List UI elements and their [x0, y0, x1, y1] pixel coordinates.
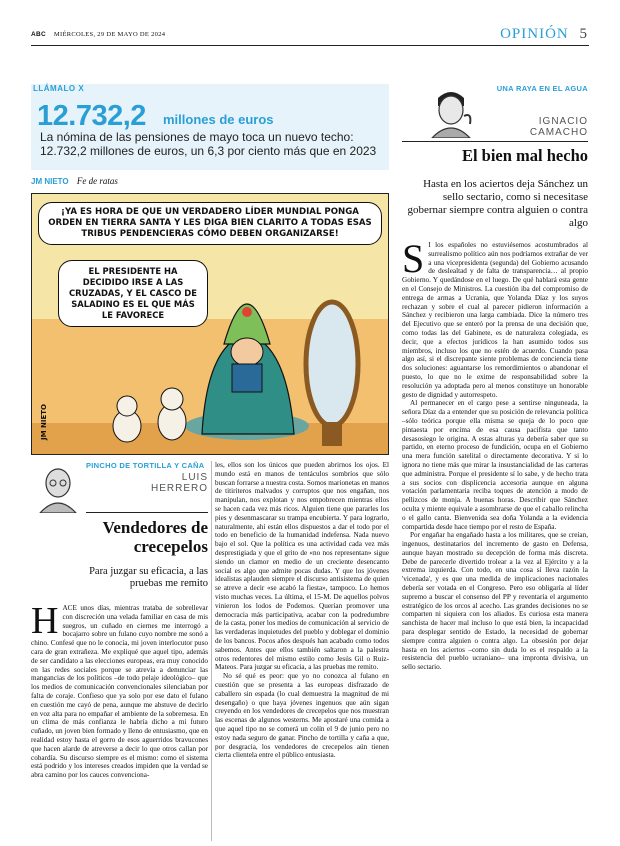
- paragraph: [402, 236, 588, 399]
- speech-bubble-top: ¡YA ES HORA DE QUE UN VERDADERO LÍDER MUNDIAL PONGA ORDEN EN TIERRA SANTA Y LES DIGA BIEN CLARITO A TODAS ESAS TRIBUS PENDENCIERAS CÓMO DEBEN ORGANIZARSE!: [38, 202, 382, 245]
- section-name: OPINIÓN: [500, 26, 569, 42]
- llamada-unit: millones de euros: [163, 112, 274, 127]
- dropcap-left: H: [31, 600, 59, 642]
- cartoon-signature: JM NIETO: [40, 404, 48, 440]
- headline-right: El bien mal hecho: [461, 146, 588, 165]
- subhead-right: Hasta en los aciertos deja Sánchez un sello sectario, como si necesitase gobernar siempre contra alguien o contra algo: [407, 178, 588, 229]
- cartoon-author: JM NIETO: [31, 177, 69, 186]
- author-portrait-herrero: [36, 463, 80, 513]
- cartoon-title: Fe de ratas: [76, 176, 118, 186]
- right-column-rule: [402, 141, 588, 142]
- llamada-text: La nómina de las pensiones de mayo toca un nuevo techo: 12.732,2 millones de euros, un 6,3 por ciento más que en 2023: [40, 130, 377, 158]
- paragraph: [31, 600, 208, 780]
- llamada-box: [31, 84, 389, 170]
- column-kicker-right: UNA RAYA EN EL AGUA: [496, 84, 588, 93]
- llamada-kicker: LLÁMALO X: [33, 84, 85, 93]
- author-first-right: IGNACIO: [538, 116, 588, 127]
- page-number: 5: [579, 26, 588, 42]
- brand-logo: ABC: [31, 31, 46, 38]
- page-header-left: [31, 31, 165, 38]
- left-column-rule: [86, 512, 208, 513]
- article-left-col-2: [215, 461, 389, 760]
- paragraph: No sé qué es peor: que yo no conozca al fulano en cuestión que se presenta a las europeas disfrazado de caballero sin espada (lo cual demuestra la magnitud de mi desengaño) o que haya jóvenes ingenuos que aún sigan creyendo en los vendedores de crecepelos que nos muestran las escenas de algunos westerns. Me apostaré una comida a que aquel tipo no se comerá un colín el 9 de junio pero no estoy nada seguro de ganar. Pincho de tortilla y caña a que, por desgracia, los vendedores de crecepelos aún tienen cierta clientela entre el público entusiasta.: [215, 672, 389, 760]
- article-left-col-1: [31, 600, 208, 780]
- para-text: I los españoles no estuviésemos acostumbrados al surrealismo político aún nos podríamos extrañar de ver a una vicepresidenta (segunda) del Gobierno acusando de deslealtad y de falta de transparencia… al propio Gobierno. Y quedándose en el luego. De qué hablará esta gente en el Consejo de Ministros. La cuestión iba del compromiso de entrega de armas a Ucrania, que Yolanda Díaz y los suyos rechazan y sobre el cual al parecer pidieron información a Sánchez y recibieron una larga cambiada. Dice la número tres del Ejecutivo que se enteró por la prensa de una decisión que, como todas las del Gabinete, es de naturaleza colegiada, es decir, que a efectos jurídicos la han asumido todos sus miembros, incluso los que no estén de acuerdo. Cuando pasa algo así, si el discrepante siente problemas de conciencia tiene dos soluciones: aguantarse los remordimientos o abandonar el puesto, lo que no le exime de responsabilidad sobre la resolución ya adoptada pero al menos constituye un honorable gesto de dignidad y autorrespeto.: [402, 241, 588, 399]
- paragraph: Por engañar ha engañado hasta a los militares, que se creían, ingenuos, destinatarios del incremento de gasto en Defensa, aunque hayan mostrado su decepción de forma más discreta. Debe de parecerle divertido trolear a la vez al Ejército y a la extrema izquierda. Con todo, en una cosa sí lleva razón la 'vicenada', y es que una medida de implicaciones nacionales debería ser votada en el Congreso. Pero eso obligaría al líder supremo a buscar el consenso del PP y reventaría el argumento estratégico de los orcos al acecho. Las grandes decisiones no se comparten ni siquiera con los aliados. Es curiosa esta manera sanchista de hacer mal incluso lo que está bien, la incapacidad para desplegar sentido de Estado, la necesidad de gobernar siempre contra alguien o contra algo. La obsesión por dejar hasta en los aciertos –como sin duda lo es el respaldo a la resistencia del pueblo ucraniano– una impronta divisiva, un sello sectario.: [402, 531, 588, 672]
- paragraph: Al permanecer en el cargo pese a sentirse ninguneada, la señora Díaz da a entender que su posición de relevancia política –sólo teórica porque ella misma se queja de lo poco que pintaesta por encima de esa causa pacifista que tanto desasosiego le origina. A estas alturas ya debería saber que su partido, en eterno proceso de fundición, ocupa en el Gobierno una mera función satelital o directamente decorativa. Y si lo ignora no tiene más que mirar la insustancialidad de las carteras que administra. Porque el presidente sí lo sabe, y de hecho trata a sus socios con displicencia accesoria aunque en alguna votación parlamentaria reciba toques de atención a modo de pellizcos de monja. A buenas horas. Describir que Sánchez oculta y miente equivale a asombrarse de que el caballo relincha o el gallo canta. Bienvenida sea doña Yolanda a la evidencia compartida desde hace tiempo por el resto de España.: [402, 399, 588, 531]
- subhead-left: Para juzgar su eficacia, a las pruebas me remito: [89, 566, 208, 589]
- column-kicker-left: PINCHO DE TORTILLA Y CAÑA: [86, 461, 205, 470]
- speech-bubble-mouse: EL PRESIDENTE HA DECIDIDO IRSE A LAS CRUZADAS, Y EL CASCO DE SALADINO ES EL QUE MÁS LE FAVORECE: [58, 260, 208, 327]
- article-right-top: [402, 236, 588, 672]
- mouse-left-head: [117, 396, 137, 416]
- headline-left: Vendedores de crecepelos: [102, 518, 208, 556]
- mirror-stand: [322, 422, 342, 446]
- issue-date: MIÉRCOLES, 29 DE MAYO DE 2024: [53, 31, 166, 38]
- cartoon-panel: [31, 193, 389, 455]
- king-face: [231, 338, 263, 366]
- llamada-figure: 12.732,2: [37, 100, 146, 132]
- author-name-left: [86, 472, 208, 494]
- author-portrait-camacho: [428, 86, 474, 138]
- page-header-right: [500, 26, 588, 43]
- author-name-right: [480, 116, 588, 138]
- helmet-jewel: [242, 307, 252, 317]
- para-text: ACE unos días, mientras trataba de sobrellevar con discreción una velada familiar en casa de mis suegros, un cuñado en ciernes me interrogó a bocajarro sobre un fulano cuyo nombre me sonó a chino. Confesé que no le conocía, mi joven interlocutor puso cara de gran extrañeza. Me expliqué que aquel tipo, además de ser candidato a las elecciones europeas, era muy conocido en las redes sociales porque se atrevía a denunciar las mangancias de los políticos –de todo pelaje ideológico– que los medios de comunicación convencionales silenciaban por falta de coraje. Confieso que ya solo por ese dato el fulano en cuestión me cayó de pena, aunque me abstuve de decirlo en voz alta para no empañar el ambiente de la sobremesa. En un clima de más confianza le habría dicho a mi futuro cuñado, un joven bien formado y lleno de entusiasmo, que en realidad estoy hasta el gorro de esos aguerridos bravucones que hacen alarde de atreverse a decir lo que otros callan por cobardía. Su discurso siempre es el mismo: como el sistema está podrido y los intereses creados impiden que la verdad se abra camino por los cauces convenciona-: [31, 604, 208, 780]
- cartoon-byline: [31, 176, 118, 186]
- king-tunic: [232, 364, 262, 392]
- paragraph: les, ellos son los únicos que pueden abrirnos los ojos. El mundo está en manos de tentáculos sombríos que sólo buscan forrarse a nuestra costa. Somos marionetas en manos de titiriteros malvados y corruptos que nos engañan, nos manipulan, nos explotan y nos empobrecen mientras ellos se hacen cada vez más ricos. Alguien tiene que pararles los pies y desenmascarar su trampa encubierta. Y para lograrlo, naturalmente, ahí están ellos dispuestos a dar el todo por el todo en beneficio de la humanidad indefensa. Nada nuevo bajo el sol. Que la política es una actividad cada vez más desprestigiada y que el grito de «no nos representan» sigue siendo un clamor en medio de un creciente desencanto social es algo que admite pocas dudas. Y que los jóvenes idealistas aplauden siempre el discurso antisistema de quien se atreve a decir «se acabó la fiesta», tampoco. Lo hemos visto muchas veces. La última, el 15-M. De aquellos polvos vinieron los lodos de Podemos. Querían promover una democracia más participativa, acabar con la podredumbre de la casta, poner los medios de comunicación al servicio de las verdaderas inquietudes del pueblo y doblegar el dominio de los bancos. Pocos años después han acabado como todos sabemos. Antes que ellos también saltaron a la palestra otros redentores del mismo estilo como Jesús Gil o Ruiz-Mateos. Para juzgar su eficacia, a las pruebas me remito.: [215, 461, 389, 672]
- mirror-shape: [306, 302, 358, 426]
- header-rule: [31, 45, 589, 46]
- author-last-right: CAMACHO: [529, 127, 588, 138]
- author-first-left: LUIS: [181, 472, 208, 483]
- dropcap-right: S: [402, 236, 425, 281]
- column-divider: [211, 461, 212, 841]
- mouse-right-head: [161, 388, 183, 410]
- author-last-left: HERRERO: [150, 483, 208, 494]
